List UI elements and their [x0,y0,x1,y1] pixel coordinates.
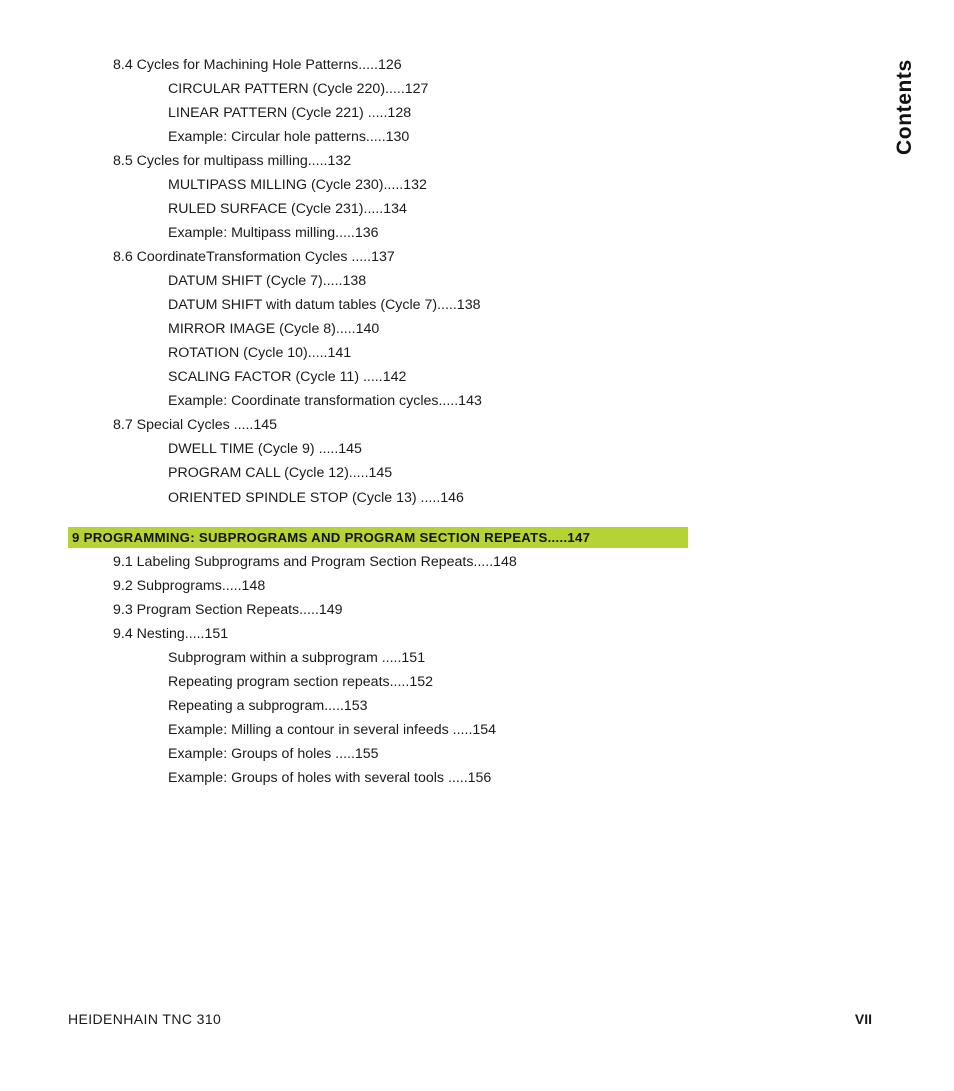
toc-entry-datum-shift[interactable]: DATUM SHIFT (Cycle 7).....138 [168,273,367,289]
toc-entry-repeating-subprogram[interactable]: Repeating a subprogram.....153 [168,698,368,714]
toc-entry-scaling-factor[interactable]: SCALING FACTOR (Cycle 11) .....142 [168,369,407,385]
toc-entry-ruled-surface[interactable]: RULED SURFACE (Cycle 231).....134 [168,201,407,217]
toc-section-8-4[interactable]: 8.4 Cycles for Machining Hole Patterns.....126 [113,57,402,73]
toc-section-9-2[interactable]: 9.2 Subprograms.....148 [113,578,266,594]
toc-entry-example-coordinate[interactable]: Example: Coordinate transformation cycles.....143 [168,393,482,409]
toc-entry-linear-pattern[interactable]: LINEAR PATTERN (Cycle 221) .....128 [168,105,412,121]
toc-entry-example-circular-holes[interactable]: Example: Circular hole patterns.....130 [168,129,410,145]
toc-section-8-6[interactable]: 8.6 CoordinateTransformation Cycles .....137 [113,249,395,265]
toc-entry-program-call[interactable]: PROGRAM CALL (Cycle 12).....145 [168,465,393,481]
footer-page-number: VII [854,1011,872,1027]
toc-section-8-7[interactable]: 8.7 Special Cycles .....145 [113,417,278,433]
side-label-contents: Contents [893,59,916,155]
chapter-9-heading[interactable] [68,527,688,548]
toc-entry-oriented-spindle-stop[interactable]: ORIENTED SPINDLE STOP (Cycle 13) .....146 [168,490,464,506]
toc-entry-datum-shift-tables[interactable]: DATUM SHIFT with datum tables (Cycle 7).....138 [168,297,481,313]
toc-entry-mirror-image[interactable]: MIRROR IMAGE (Cycle 8).....140 [168,321,380,337]
toc-entry-dwell-time[interactable]: DWELL TIME (Cycle 9) .....145 [168,441,362,457]
toc-entry-example-groups-holes-tools[interactable]: Example: Groups of holes with several tools .....156 [168,770,492,786]
toc-entry-subprogram-within[interactable]: Subprogram within a subprogram .....151 [168,650,426,666]
footer-product-name: HEIDENHAIN TNC 310 [68,1011,222,1027]
toc-section-9-4[interactable]: 9.4 Nesting.....151 [113,626,229,642]
toc-section-9-3[interactable]: 9.3 Program Section Repeats.....149 [113,602,343,618]
toc-entry-example-multipass[interactable]: Example: Multipass milling.....136 [168,225,379,241]
toc-section-9-1[interactable]: 9.1 Labeling Subprograms and Program Section Repeats.....148 [113,554,517,570]
toc-entry-rotation[interactable]: ROTATION (Cycle 10).....141 [168,345,352,361]
chapter-9-heading-text: 9 PROGRAMMING: SUBPROGRAMS AND PROGRAM SECTION REPEATS.....147 [72,530,591,545]
toc-section-8-5[interactable]: 8.5 Cycles for multipass milling.....132 [113,153,352,169]
toc-entry-multipass-milling[interactable]: MULTIPASS MILLING (Cycle 230).....132 [168,177,427,193]
toc-entry-example-milling-contour[interactable]: Example: Milling a contour in several infeeds .....154 [168,722,497,738]
toc-entry-repeating-section-repeats[interactable]: Repeating program section repeats.....152 [168,674,433,690]
toc-entry-example-groups-holes[interactable]: Example: Groups of holes .....155 [168,746,379,762]
toc-entry-circular-pattern[interactable]: CIRCULAR PATTERN (Cycle 220).....127 [168,81,429,97]
